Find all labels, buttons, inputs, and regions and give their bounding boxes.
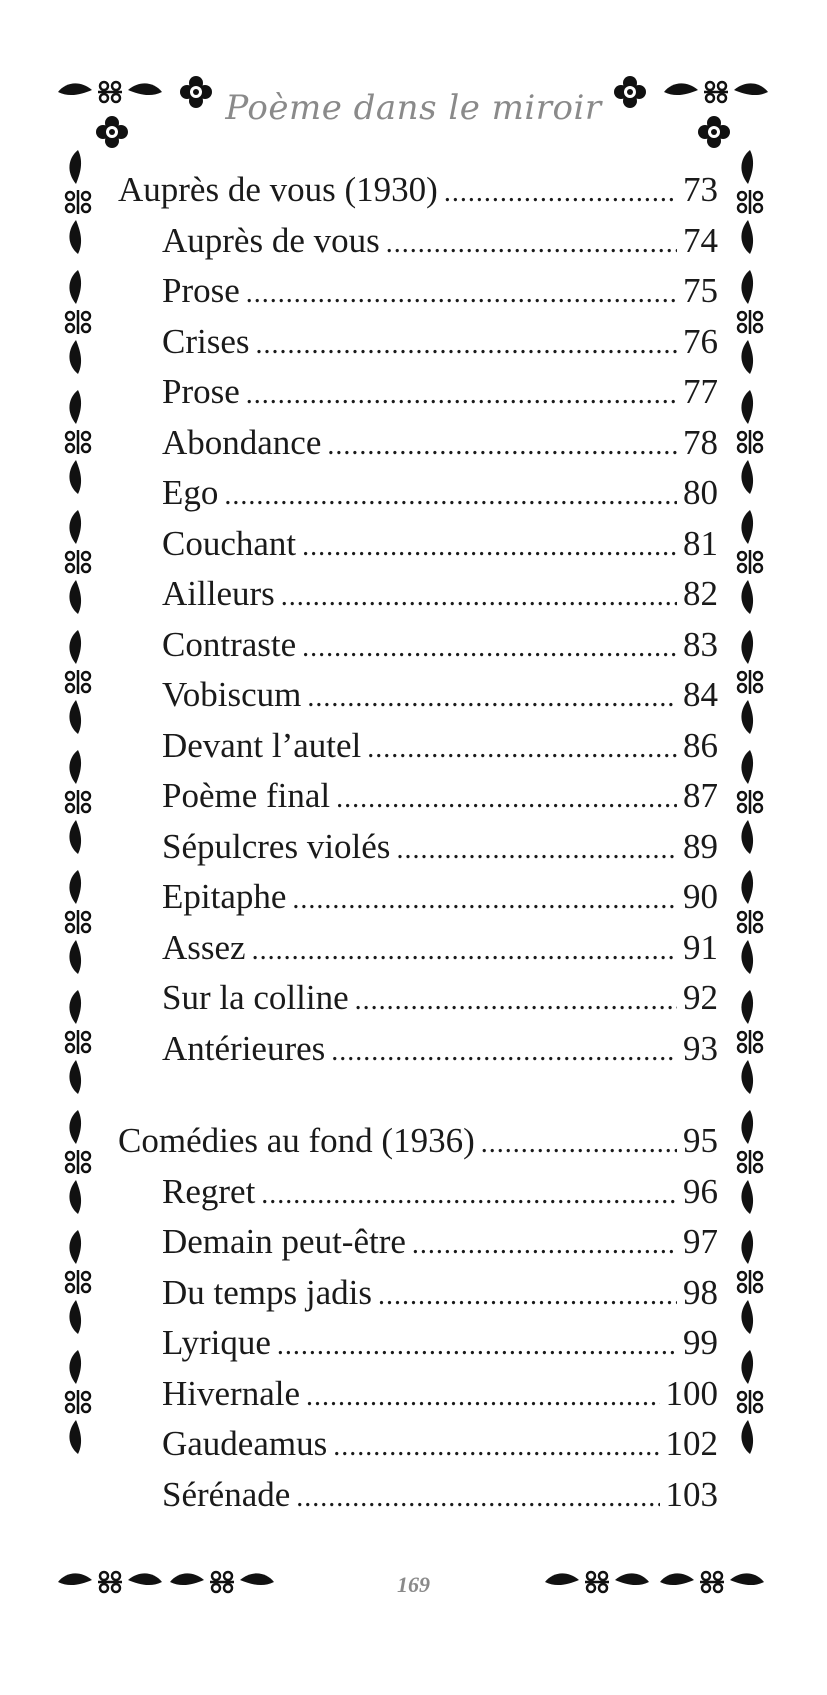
toc-page-number: 86 xyxy=(683,725,718,765)
toc-page-number: 74 xyxy=(683,220,718,260)
toc-entry[interactable] xyxy=(118,1475,718,1526)
toc-entry-title: Prose xyxy=(162,271,240,310)
toc-entry-title: Contraste xyxy=(162,624,297,664)
toc-entry[interactable] xyxy=(118,877,718,928)
dot-leader xyxy=(396,834,677,866)
dot-leader xyxy=(327,430,677,462)
dot-leader xyxy=(333,1431,659,1463)
toc-entry[interactable] xyxy=(118,1374,718,1425)
toc-page-number: 75 xyxy=(683,271,718,310)
page-number: 169 xyxy=(397,1572,430,1597)
toc-page-number: 99 xyxy=(683,1323,718,1362)
toc-entry[interactable] xyxy=(118,625,718,676)
toc-entry-title: Regret xyxy=(162,1171,256,1211)
toc-page-number: 96 xyxy=(683,1171,718,1211)
toc-entry-title: Hivernale xyxy=(162,1373,300,1413)
dot-leader xyxy=(367,733,677,765)
toc-entry[interactable] xyxy=(118,322,718,373)
toc-entry-title: Du temps jadis xyxy=(162,1272,372,1312)
toc-section-title: Comédies au fond (1936) xyxy=(118,1121,475,1160)
dot-leader xyxy=(412,1229,677,1261)
toc-entry[interactable] xyxy=(118,1323,718,1374)
toc-page-number: 82 xyxy=(683,574,718,613)
toc-entry[interactable] xyxy=(118,524,718,575)
dot-leader xyxy=(281,581,677,613)
toc-page-number: 78 xyxy=(683,422,718,462)
dot-leader xyxy=(246,278,677,310)
toc-entry-title: Sépulcres violés xyxy=(162,826,391,866)
toc-entry-title: Couchant xyxy=(162,523,297,563)
toc-entry[interactable] xyxy=(118,574,718,625)
dot-leader xyxy=(302,531,677,563)
toc-page-number: 80 xyxy=(683,473,718,512)
section-spacer xyxy=(118,1079,718,1121)
toc-page-number: 95 xyxy=(683,1121,718,1160)
toc-entry-title: Epitaphe xyxy=(162,877,287,916)
toc-page-number: 76 xyxy=(683,321,718,361)
toc-entry[interactable] xyxy=(118,827,718,878)
toc-page-number: 92 xyxy=(683,978,718,1017)
toc-page-number: 100 xyxy=(665,1373,718,1413)
toc-entry-title: Abondance xyxy=(162,422,322,462)
dot-leader xyxy=(378,1280,677,1312)
dot-leader xyxy=(252,935,677,967)
toc-page-number: 84 xyxy=(683,675,718,714)
dot-leader xyxy=(277,1330,677,1362)
toc-page-number: 73 xyxy=(683,170,718,209)
dot-leader xyxy=(307,682,677,714)
toc-entry-title: Ailleurs xyxy=(162,574,275,613)
dot-leader xyxy=(256,329,678,361)
toc-page-number: 102 xyxy=(665,1424,718,1463)
toc-entry-title: Vobiscum xyxy=(162,675,302,714)
toc-entry[interactable] xyxy=(118,473,718,524)
running-header-title: Poème dans le miroir xyxy=(225,88,602,128)
toc-entry-title: Sérénade xyxy=(162,1474,291,1514)
toc-entry[interactable] xyxy=(118,726,718,777)
toc-entry-title: Assez xyxy=(162,927,246,967)
toc-entry-title: Lyrique xyxy=(162,1323,271,1362)
toc-page-number: 89 xyxy=(683,826,718,866)
dot-leader xyxy=(331,1036,677,1068)
toc-page-number: 103 xyxy=(665,1474,718,1514)
toc-entry[interactable] xyxy=(118,1273,718,1324)
toc-entry[interactable] xyxy=(118,1424,718,1475)
toc-page-number: 87 xyxy=(683,776,718,815)
dot-leader xyxy=(306,1381,660,1413)
dot-leader xyxy=(224,480,677,512)
toc-entry[interactable] xyxy=(118,1222,718,1273)
toc-page-number: 97 xyxy=(683,1222,718,1261)
toc-entry-title: Devant l’autel xyxy=(162,725,362,765)
toc-page-number: 81 xyxy=(683,523,718,563)
toc-entry[interactable] xyxy=(118,271,718,322)
toc-entry-title: Poème final xyxy=(162,776,331,815)
toc-section-heading[interactable] xyxy=(118,1121,718,1172)
dot-leader xyxy=(444,177,677,209)
toc-page-number: 77 xyxy=(683,372,718,411)
toc-entry-title: Gaudeamus xyxy=(162,1424,328,1463)
toc-page-number: 90 xyxy=(683,877,718,916)
toc-entry[interactable] xyxy=(118,675,718,726)
toc-entry[interactable] xyxy=(118,776,718,827)
toc-entry-title: Demain peut-être xyxy=(162,1222,406,1261)
table-of-contents xyxy=(118,170,718,1525)
toc-page-number: 83 xyxy=(683,624,718,664)
dot-leader xyxy=(336,783,677,815)
toc-entry-title: Auprès de vous xyxy=(162,220,380,260)
toc-entry[interactable] xyxy=(118,1172,718,1223)
dot-leader xyxy=(292,884,677,916)
toc-section-title: Auprès de vous (1930) xyxy=(118,170,438,209)
dot-leader xyxy=(302,632,677,664)
toc-page-number: 91 xyxy=(683,927,718,967)
toc-page-number: 93 xyxy=(683,1028,718,1068)
toc-entry-title: Sur la colline xyxy=(162,978,349,1017)
dot-leader xyxy=(355,985,677,1017)
dot-leader xyxy=(386,228,677,260)
toc-entry-title: Prose xyxy=(162,372,240,411)
toc-section-heading[interactable] xyxy=(118,170,718,221)
toc-entry[interactable] xyxy=(118,372,718,423)
toc-entry[interactable] xyxy=(118,1029,718,1080)
dot-leader xyxy=(296,1482,659,1514)
dot-leader xyxy=(481,1128,677,1160)
toc-entry[interactable] xyxy=(118,978,718,1029)
toc-entry[interactable] xyxy=(118,221,718,272)
toc-entry-title: Antérieures xyxy=(162,1028,326,1068)
toc-entry-title: Ego xyxy=(162,473,219,512)
toc-entry-title: Crises xyxy=(162,321,250,361)
toc-entry[interactable] xyxy=(118,928,718,979)
dot-leader xyxy=(261,1179,677,1211)
toc-page-number: 98 xyxy=(683,1272,718,1312)
toc-entry[interactable] xyxy=(118,423,718,474)
dot-leader xyxy=(246,379,677,411)
